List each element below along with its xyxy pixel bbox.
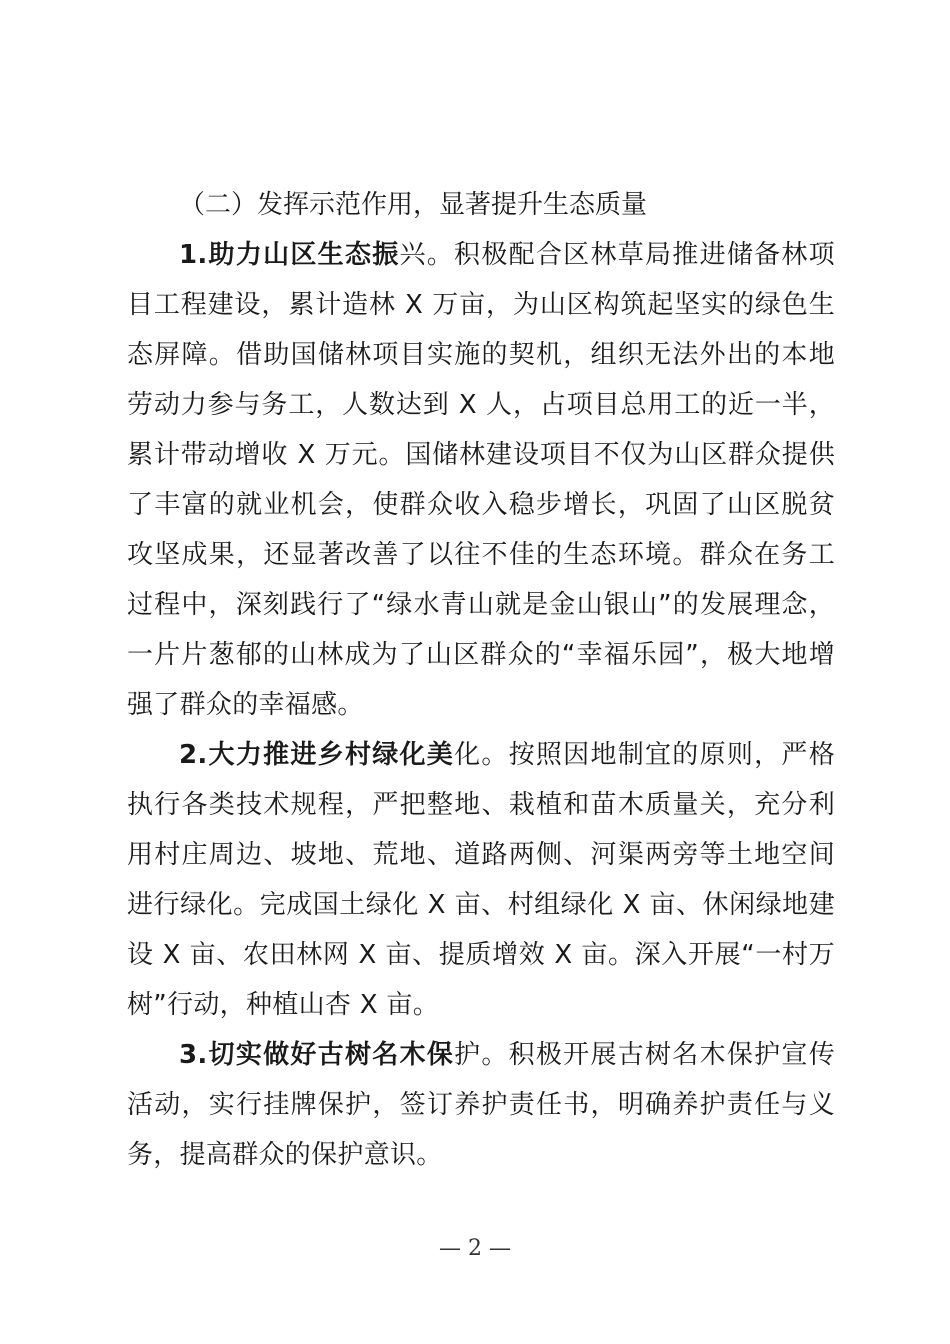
page-number: — 2 — <box>439 1236 511 1261</box>
item-body-2: 化。按照因地制宜的原则，严格执行各类技术规程，严把整地、栽植和苗木质量关，充分利用村庄周边、坡地、荒地、道路两侧、河渠两旁等土地空间进行绿化。完成国土绿化 X 亩、村组绿化 X 亩、休闲绿地建设 X 亩、农田林网 X 亩、提质增效 X 亩。深入开展“一村万树”行动，种植山杏 X 亩。 <box>127 740 835 1020</box>
section-heading: （二）发挥示范作用，显著提升生态质量 <box>179 190 648 220</box>
document-body <box>127 180 835 1180</box>
paragraph-item-2 <box>127 730 835 1030</box>
item-body-1: 兴。积极配合区林草局推进储备林项目工程建设，累计造林 X 万亩，为山区构筑起坚实的绿色生态屏障。借助国储林项目实施的契机，组织无法外出的本地劳动力参与务工，人数达到 X 人，占项目总用工的近一半，累计带动增收 X 万元。国储林建设项目不仅为山区群众提供了丰富的就业机会，使群众收入稳步增长，巩固了山区脱贫攻坚成果，还显著改善了以往不佳的生态环境。群众在务工过程中，深刻践行了“绿水青山就是金山银山”的发展理念，一片片葱郁的山林成为了山区群众的“幸福乐园”，极大地增强了群众的幸福感。 <box>127 240 835 720</box>
item-title-2: 2.大力推进乡村绿化美 <box>179 740 455 770</box>
paragraph-item-1 <box>127 230 835 730</box>
item-body-3: 护。积极开展古树名木保护宣传活动，实行挂牌保护，签订养护责任书，明确养护责任与义务，提高群众的保护意识。 <box>127 1040 835 1170</box>
paragraph-item-3 <box>127 1030 835 1180</box>
item-title-3: 3.切实做好古树名木保 <box>179 1040 455 1070</box>
item-title-1: 1.助力山区生态振 <box>179 240 400 270</box>
